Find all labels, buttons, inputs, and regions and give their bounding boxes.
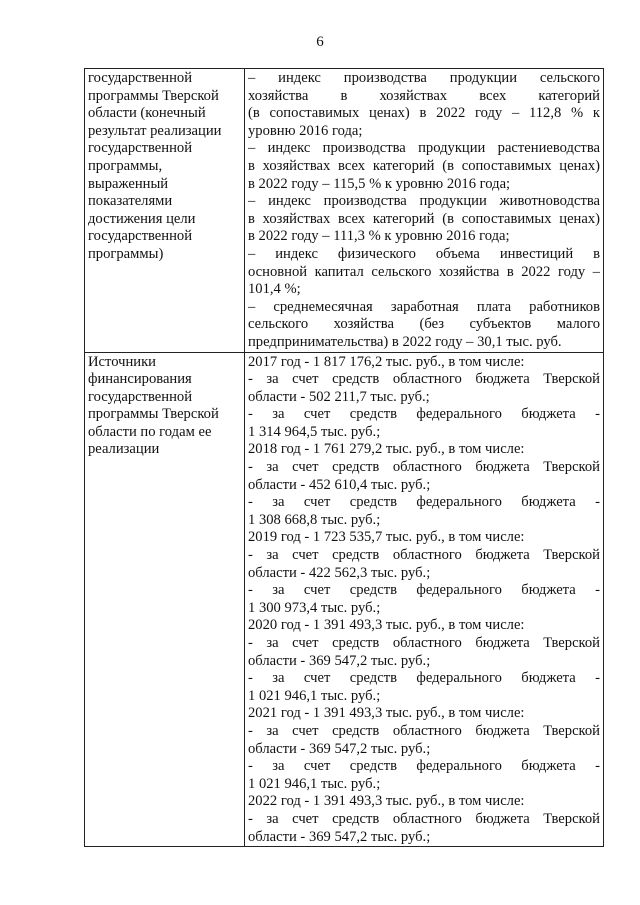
- content-line: - за счет средств областного бюджета Тверской: [248, 371, 600, 388]
- content-line: основной капитал сельского хозяйства в 2022 году –: [248, 263, 600, 280]
- content-line: хозяйства в хозяйствах всех категорий: [248, 87, 600, 104]
- content-line: – индекс производства продукции животноводства: [248, 193, 600, 210]
- content-line: 2022 год - 1 391 493,3 тыс. руб., в том числе:: [248, 793, 525, 810]
- label-line: государственной: [88, 140, 193, 157]
- row-label-cell: [85, 352, 245, 847]
- label-line: области (конечный: [88, 105, 206, 122]
- content-line: в хозяйствах всех категорий (в сопоставимых ценах): [248, 210, 600, 227]
- label-line: показателями: [88, 193, 173, 210]
- content-line: 1 300 973,4 тыс. руб.;: [248, 599, 381, 616]
- label-line: программы,: [88, 157, 163, 174]
- content-line: 1 314 964,5 тыс. руб.;: [248, 423, 381, 440]
- label-line: области по годам ее: [88, 423, 212, 440]
- content-line: – индекс производства продукции сельского: [248, 70, 600, 86]
- content-line: в 2022 году – 115,5 % к уровню 2016 года;: [248, 175, 511, 192]
- program-passport-table: [84, 68, 604, 847]
- content-line: области - 369 547,2 тыс. руб.;: [248, 828, 431, 845]
- table-row-results: [85, 69, 604, 353]
- content-line: в 2022 году – 111,3 % к уровню 2016 года;: [248, 228, 510, 245]
- label-line: Источники: [88, 353, 156, 370]
- content-line: в хозяйствах всех категорий (в сопоставимых ценах): [248, 157, 600, 174]
- content-line: области - 502 211,7 тыс. руб.;: [248, 388, 430, 405]
- content-line: - за счет средств федерального бюджета -: [248, 406, 600, 423]
- label-line: программы Тверской: [88, 406, 219, 423]
- content-line: 2017 год - 1 817 176,2 тыс. руб., в том числе:: [248, 353, 525, 370]
- label-line: результат реализации: [88, 122, 222, 139]
- content-line: - за счет средств областного бюджета Тверской: [248, 810, 600, 827]
- table-row-financing: [85, 352, 604, 847]
- label-line: финансирования: [88, 371, 192, 388]
- content-line: области - 369 547,2 тыс. руб.;: [248, 652, 431, 669]
- content-line: 1 308 668,8 тыс. руб.;: [248, 511, 381, 528]
- content-line: 2019 год - 1 723 535,7 тыс. руб., в том числе:: [248, 529, 525, 546]
- content-line: сельского хозяйства (без субъектов малого: [248, 316, 600, 333]
- content-line: - за счет средств федерального бюджета -: [248, 494, 600, 511]
- row-label-cell: [85, 69, 245, 353]
- content-line: – среднемесячная заработная плата работников: [248, 298, 600, 315]
- content-line: - за счет средств областного бюджета Тверской: [248, 722, 600, 739]
- content-line: 1 021 946,1 тыс. руб.;: [248, 775, 381, 792]
- content-line: (в сопоставимых ценах) в 2022 году – 112,8 % к: [248, 105, 600, 122]
- content-line: – индекс производства продукции растениеводства: [248, 140, 600, 157]
- content-line: - за счет средств федерального бюджета -: [248, 758, 600, 775]
- content-line: 2018 год - 1 761 279,2 тыс. руб., в том числе:: [248, 441, 525, 458]
- content-line: - за счет средств областного бюджета Тверской: [248, 459, 600, 476]
- row-content-cell: [245, 69, 604, 353]
- content-line: области - 452 610,4 тыс. руб.;: [248, 476, 431, 493]
- label-line: государственной: [88, 388, 193, 405]
- label-line: государственной: [88, 70, 193, 86]
- page-number: 6: [316, 34, 324, 50]
- label-line: выраженный: [88, 175, 169, 192]
- content-line: 2020 год - 1 391 493,3 тыс. руб., в том числе:: [248, 617, 525, 634]
- label-line: реализации: [88, 441, 160, 458]
- content-line: области - 422 562,3 тыс. руб.;: [248, 564, 431, 581]
- content-line: - за счет средств федерального бюджета -: [248, 582, 600, 599]
- row-content-cell: [245, 352, 604, 847]
- label-line: программы): [88, 245, 164, 262]
- content-line: – индекс физического объема инвестиций в: [248, 245, 600, 262]
- content-line: - за счет средств областного бюджета Тверской: [248, 635, 600, 651]
- label-line: достижения цели: [88, 210, 196, 227]
- content-line: 101,4 %;: [248, 281, 301, 298]
- label-line: программы Тверской: [88, 87, 219, 104]
- content-line: 1 021 946,1 тыс. руб.;: [248, 687, 381, 704]
- content-line: области - 369 547,2 тыс. руб.;: [248, 740, 431, 757]
- content-line: уровню 2016 года;: [248, 122, 363, 139]
- content-line: 2021 год - 1 391 493,3 тыс. руб., в том числе:: [248, 705, 525, 722]
- content-line: - за счет средств областного бюджета Тверской: [248, 547, 600, 564]
- content-line: предпринимательства) в 2022 году – 30,1 тыс. руб.: [248, 333, 562, 350]
- label-line: государственной: [88, 228, 193, 245]
- content-line: - за счет средств федерального бюджета -: [248, 670, 600, 687]
